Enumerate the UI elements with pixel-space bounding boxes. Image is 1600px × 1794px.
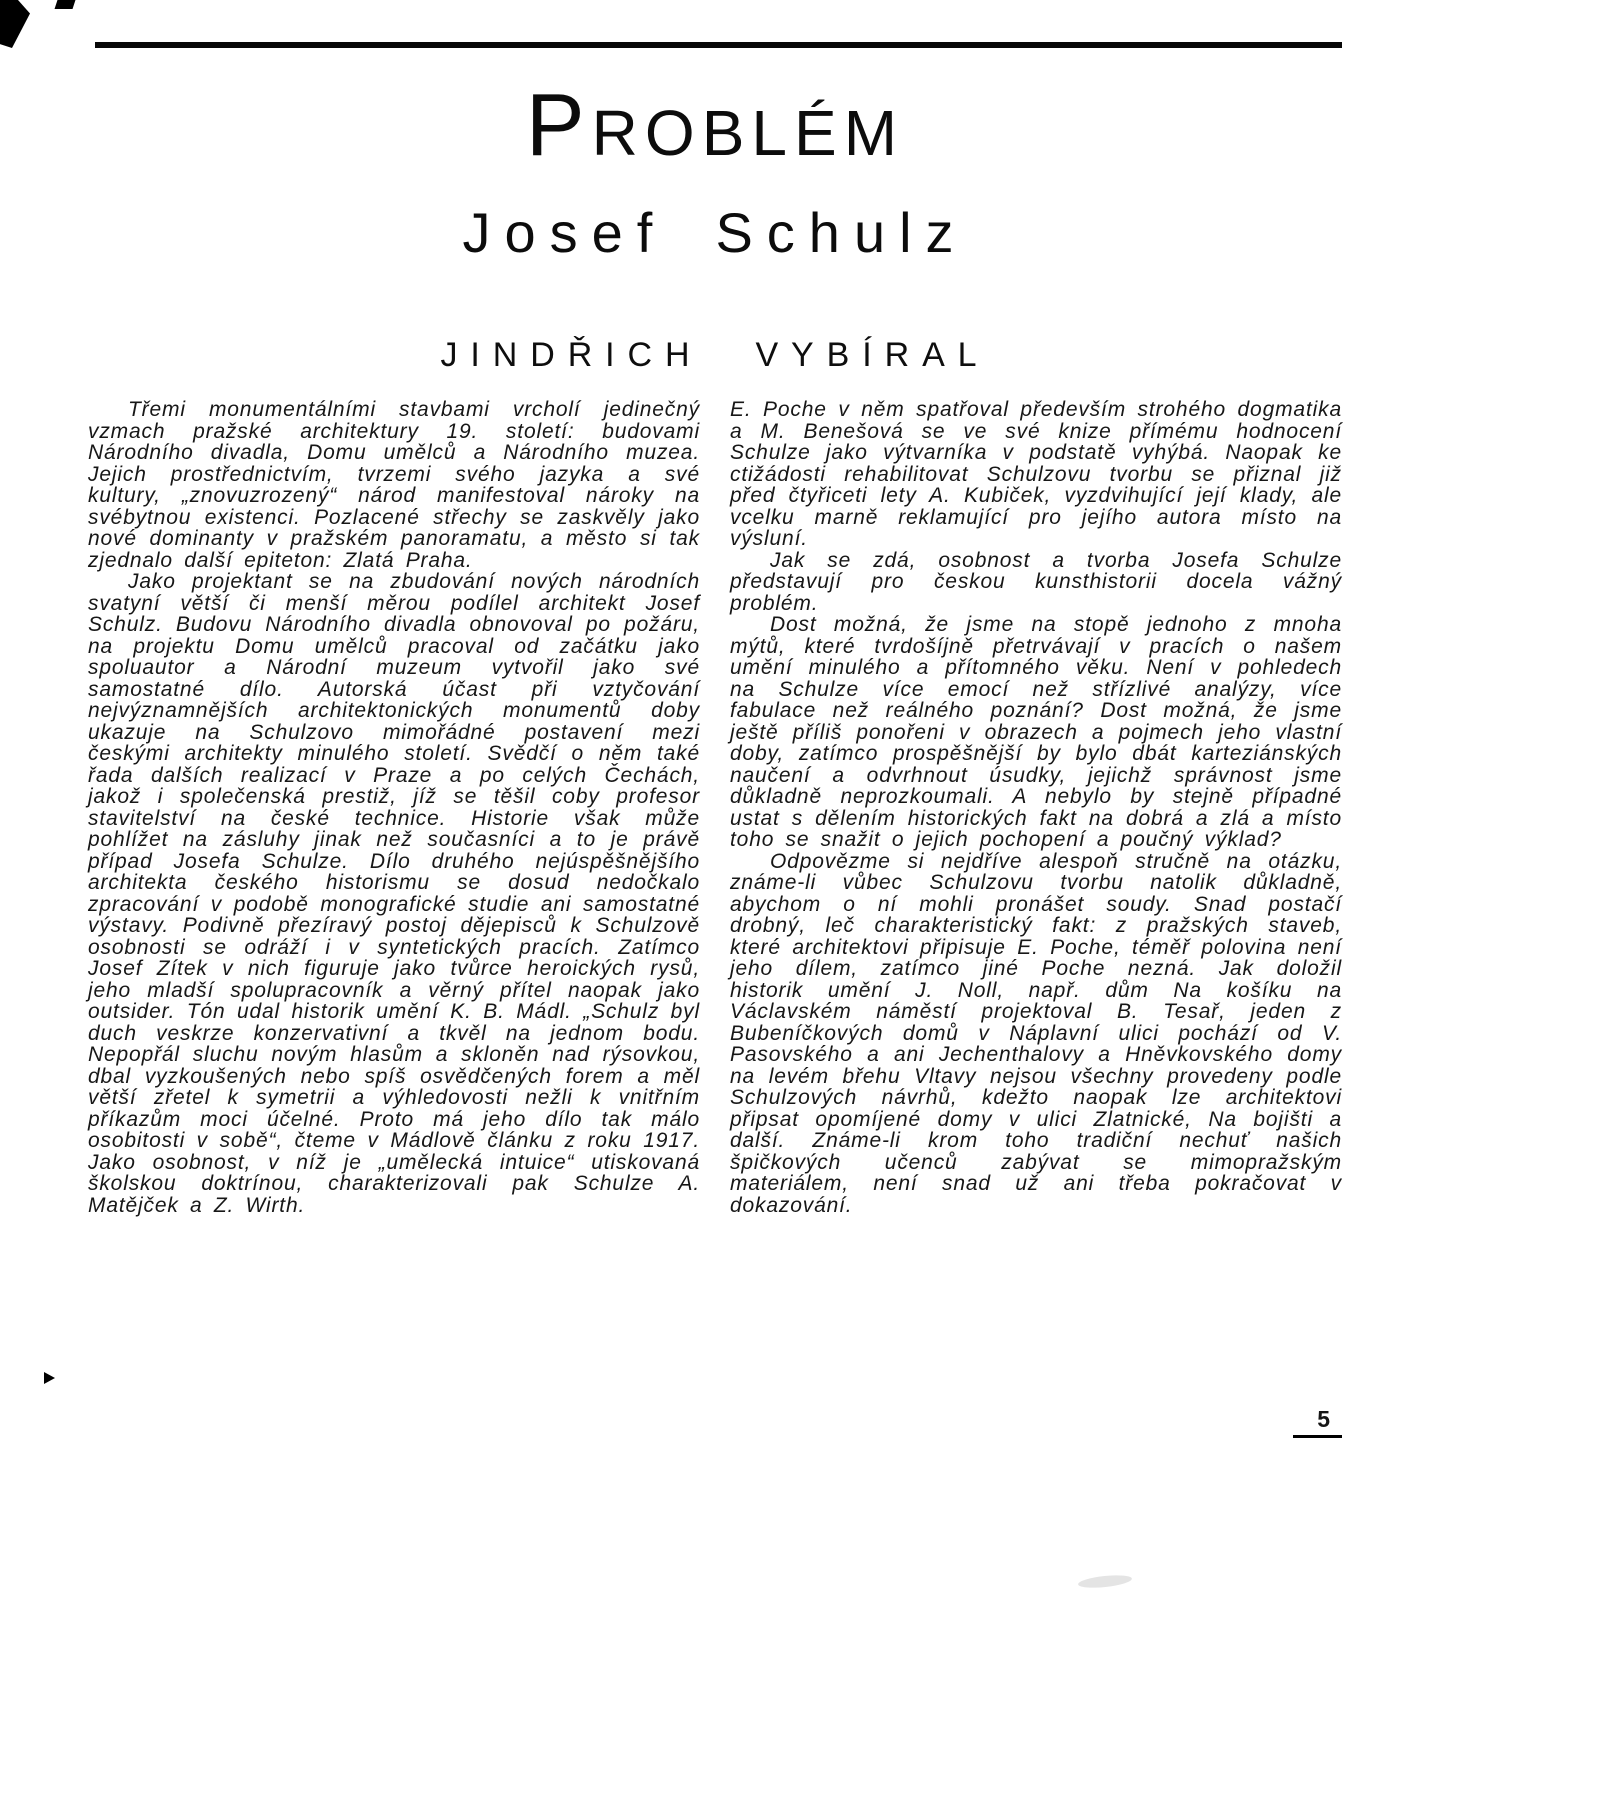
scan-artifact-icon	[55, 0, 76, 9]
scan-smudge	[1078, 1573, 1133, 1590]
paragraph: Odpovězme si nejdříve alespoň stručně na otázku, známe-li vůbec Schulzovu tvorbu natolik důkladně, abychom o ní mohli pronášet soudy. Snad postačí drobný, leč charakteristický fakt: z pražských staveb, které architektovi připisuje E. Poche, téměř polovina není jeho dílem, zatímco jiné Poche nezná. Jak doložil historik umění J. Noll, např. dům Na košíku na Václavském náměstí projektoval B. Tesař, jeden z Bubeníčkových domů v Náplavní ulici pochází od V. Pasovského a ani Jechenthalovy a Hněvkovského domy na levém břehu Vltavy nejsou všechny provedeny podle Schulzových návrhů, kdežto naopak lze architektovi připsat opomíjené domy v ulici Zlatnické, Na bojišti a další. Známe-li krom toho tradiční nechuť našich špičkových učenců zabývat se mimopražským materiálem, není snad už ani třeba pokračovat v dokazování.	[730, 849, 1342, 1217]
article-title	[88, 75, 1342, 189]
paragraph: Jako projektant se na zbudování nových národních svatyní větší či menší měrou podílel architekt Josef Schulz. Budovu Národního divadla obnovoval po požáru, na projektu Domu umělců pracoval od začátku jako spoluautor a Národní muzeum vytvořil jako své samostatné dílo. Autorská účast při vztyčování nejvýznamnějších architektonických monumentů doby ukazuje na Schulzovo mimořádné postavení mezi českými architekty minulého století. Svědčí o něm také řada dalších realizací v Praze a po celých Čechách, jakož i společenská prestiž, jíž se těšil coby profesor stavitelství na české technice. Historie však může pohlížet na zásluhy jinak než současníci a to je právě případ Josefa Schulze. Dílo druhého nejúspěšnějšího architekta českého historismu se dosud nedočkalo zpracování v podobě monografické studie ani samostatné výstavy. Podivně přezíravý postoj dějepisců k Schulzově osobnosti se odráží i v syntetických pracích. Zatímco Josef Zítek v nich figuruje jako tvůrce heroických rysů, jeho mladší spolupracovník a věrný přítel naopak jako outsider. Tón udal historik umění K. B. Mádl. „Schulz byl duch veskrze konzervativní a tkvěl na jednom bodu. Nepopřál sluchu novým hlasům a skloněn nad rýsovkou, dbal vyzkoušených nebo spíš osvědčených forem a měl větší zřetel k symetrii a výhledovosti nežli k vnitřním příkazům moci účelné. Proto má jeho dílo tak málo osobitosti v sobě“, čteme v Mádlově článku z roku 1917. Jako osobnost, v níž je „umělecká intuice“ utiskovaná školskou doktrínou, charakterizovali pak Schulze A. Matějček a Z. Wirth.	[88, 570, 700, 1217]
column-left	[88, 399, 700, 1216]
scan-artifact-icon	[0, 0, 30, 48]
page-number	[1293, 1406, 1342, 1438]
author-name: JINDŘICH VYBÍRAL	[440, 336, 990, 374]
title-rest: ROBLÉM	[591, 97, 905, 169]
article-subtitle: Josef Schulz	[462, 201, 968, 264]
page-number-value: 5	[1293, 1406, 1342, 1438]
margin-arrow-icon	[44, 1372, 55, 1384]
paragraph: Jak se zdá, osobnost a tvorba Josefa Schulze představují pro českou kunsthistorii docela vážný problém.	[730, 548, 1342, 615]
article-header	[88, 0, 1342, 375]
paragraph: Třemi monumentálními stavbami vrcholí jedinečný vzmach pražské architektury 19. století: budovami Národního divadla, Domu umělců a Národního muzea. Jejich prostřednictvím, tvrzemi svého jazyka a své kultury, „znovuzrozený“ národ manifestoval nároky na svébytnou existenci. Pozlacené střechy se zaskvěly jako nové dominanty v pražském panoramatu, a město si tak zjednalo další epiteton: Zlatá Praha.	[88, 398, 700, 572]
paragraph-continuation: E. Poche v něm spatřoval především strohého dogmatika a M. Benešová se ve své knize přímému hodnocení Schulze jako výtvarníka v podstatě vyhýbá. Naopak ke ctižádosti rehabilitovat Schulzovu tvorbu se přiznal již před čtyřiceti lety A. Kubiček, vyzdvihující její klady, ale vcelku marně reklamující pro jejího autora místo na výsluní.	[730, 398, 1342, 550]
column-right	[730, 399, 1342, 1216]
article-body	[88, 399, 1342, 1216]
title-initial: P	[525, 75, 592, 174]
paragraph: Dost možná, že jsme na stopě jednoho z mnoha mýtů, které tvrdošíjně přetrvávají v pracích o našem umění minulého a přítomného věku. Není v pohledech na Schulze více emocí než střízlivé analýzy, více fabulace než reálného poznání? Dost možná, že jsme ještě příliš ponořeni v obrazech a pojmech jeho vlastní doby, zatímco prospěšnější by bylo dbát karteziánských naučení a odvrhnout úsudky, jejichž správnost jsme důkladně neprozkoumali. A nebylo by stejně případné ustat s dělením historických fakt na dobrá a zlá a místo toho se snažit o jejich pochopení a poučný výklad?	[730, 613, 1342, 851]
top-rule	[95, 42, 1342, 48]
